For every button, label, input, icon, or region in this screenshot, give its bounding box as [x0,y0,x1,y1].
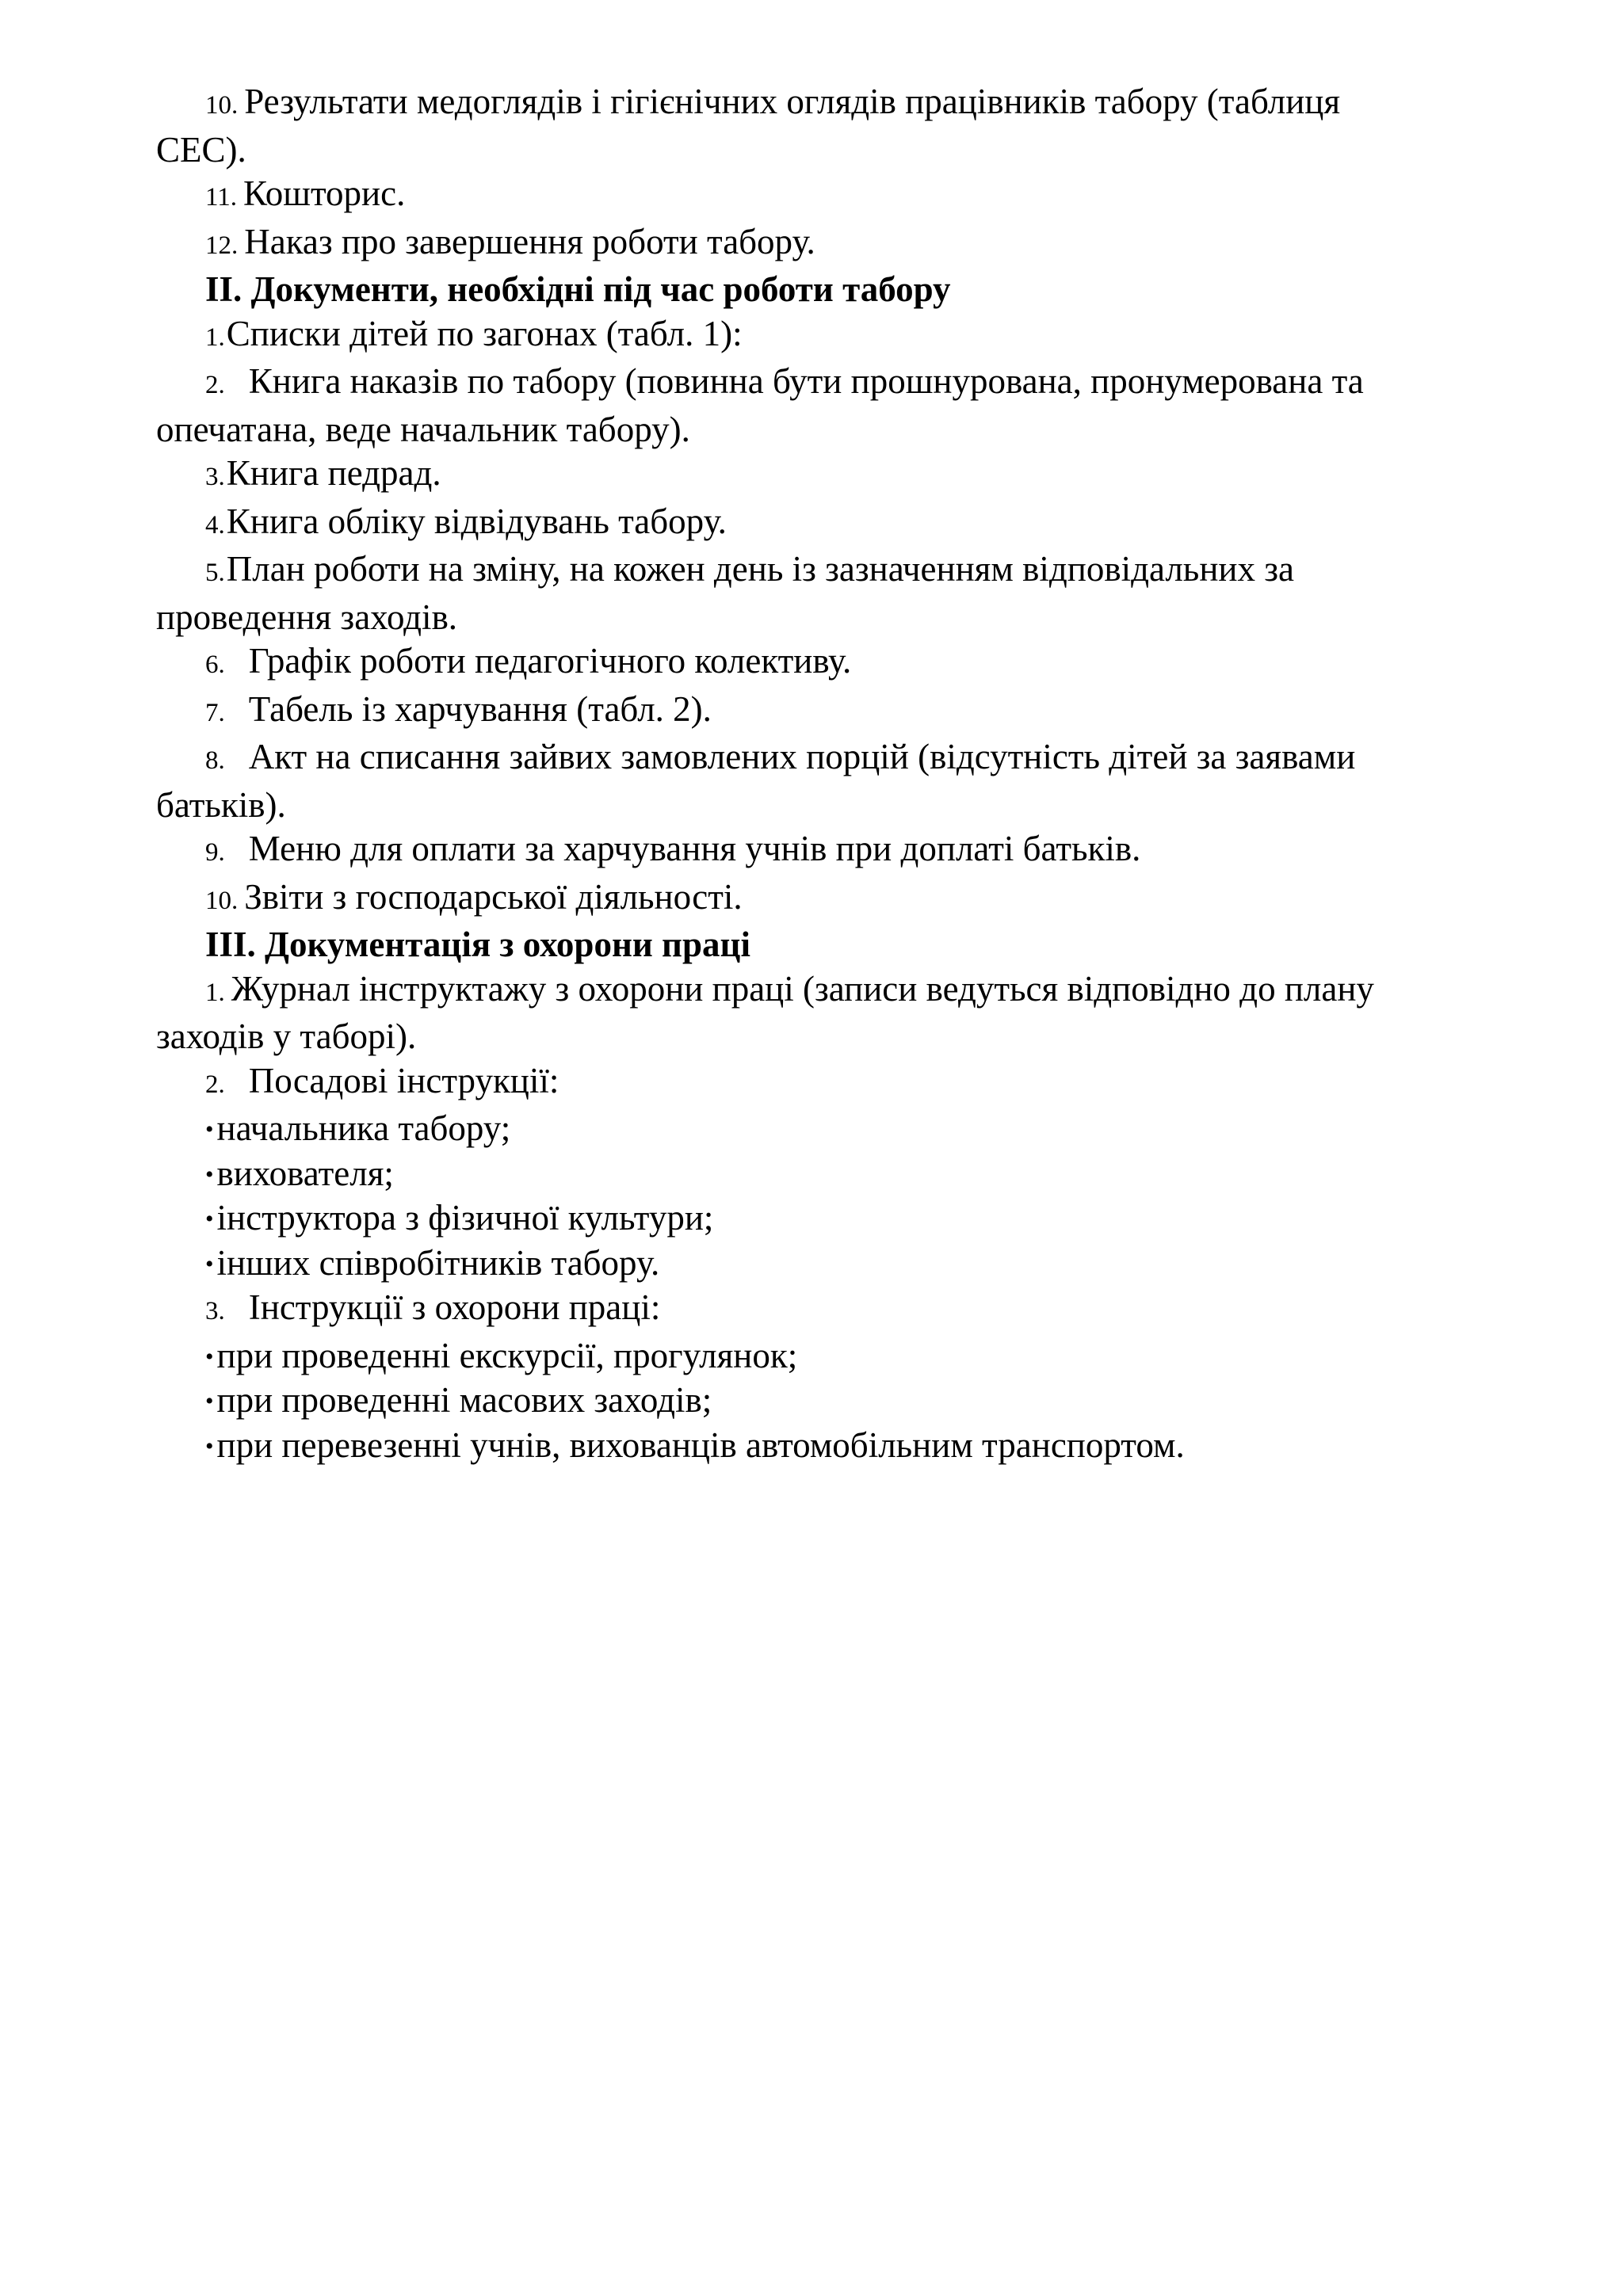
bullet-text: начальника табору; [216,1108,511,1148]
list-item [156,360,1472,408]
bullet-text: при перевезенні учнів, вихованців автомобільним транспортом. [216,1425,1185,1465]
list-number: 10. [205,886,239,915]
list-number: 3. [205,463,225,491]
list-item [156,220,1472,269]
list-text: Посадові інструкції: [248,1060,559,1100]
bullet-item [156,1424,1472,1469]
list-number: 1. [205,978,225,1007]
bullet-text: інструктора з фізичної культури; [216,1198,714,1238]
bullet-icon: • [205,1161,214,1188]
list-number: 11. [205,183,238,212]
list-item-continuation: опечатана, веде начальник табору). [156,409,690,449]
list-number: 5. [205,559,225,587]
bullet-text: при проведенні екскурсії, прогулянок; [216,1335,798,1375]
list-number: 3. [205,1297,225,1325]
list-item [156,827,1472,875]
section-heading: ІІ. Документи, необхідні під час роботи табору [205,269,951,309]
list-item [156,1286,1472,1334]
list-text: План роботи на зміну, на кожен день із зазначенням відповідальних за [226,549,1294,589]
list-text: Журнал інструктажу з охорони праці (записи ведуться відповідно до плану [231,968,1374,1009]
bullet-icon: • [205,1206,214,1232]
list-text: Графік роботи педагогічного колективу. [248,641,852,681]
bullet-icon: • [205,1116,214,1142]
list-number: 10. [205,91,239,120]
bullet-text: вихователя; [216,1153,394,1193]
bullet-item [156,1379,1472,1424]
list-text: Акт на списання зайвих замовлених порцій (відсутність дітей за заявами [248,737,1356,776]
bullet-item [156,1196,1472,1241]
list-text: Звіти з господарської діяльності. [244,876,743,917]
section-heading: ІІІ. Документація з охорони праці [205,925,750,964]
document-body [156,80,1472,1468]
list-item [156,735,1472,784]
list-item [156,967,1472,1016]
list-item-continuation: заходів у таборі). [156,1016,417,1056]
list-text: Меню для оплати за харчування учнів при доплаті батьків. [248,829,1141,868]
bullet-text: інших співробітників табору. [216,1242,660,1283]
list-item [156,547,1472,596]
bullet-icon: • [205,1388,214,1414]
bullet-item [156,1107,1472,1152]
list-text: Кошторис. [243,174,406,213]
bullet-item [156,1152,1472,1197]
list-item-continuation: СЕС). [156,129,246,170]
list-item [156,639,1472,688]
list-item [156,688,1472,736]
list-text: Наказ про завершення роботи табору. [244,221,815,261]
list-number: 2. [205,371,225,399]
list-text: Книга обліку відвідувань табору. [226,501,727,541]
list-item [156,80,1472,128]
list-number: 9. [205,838,225,867]
list-item [156,875,1472,924]
list-item [156,500,1472,548]
list-text: Списки дітей по загонах (табл. 1): [226,313,743,353]
list-number: 7. [205,698,225,727]
bullet-item [156,1334,1472,1379]
bullet-text: при проведенні масових заходів; [216,1380,712,1420]
list-text: Книга педрад. [226,453,441,493]
list-text: Книга наказів по табору (повинна бути прошнурована, пронумерована та [248,361,1364,401]
list-item [156,452,1472,500]
list-number: 4. [205,510,225,540]
bullet-icon: • [205,1343,214,1370]
bullet-icon: • [205,1250,214,1277]
bullet-icon: • [205,1432,214,1459]
list-text: Табель із харчування (табл. 2). [248,688,712,729]
list-number: 1. [205,322,225,352]
list-item [156,1059,1472,1108]
list-number: 12. [205,231,239,260]
list-text: Результати медоглядів і гігієнічних оглядів працівників табору (таблиця [244,82,1341,121]
list-number: 2. [205,1070,225,1099]
list-number: 8. [205,746,225,775]
bullet-item [156,1241,1472,1287]
list-item-continuation: проведення заходів. [156,597,458,637]
list-number: 6. [205,650,225,679]
list-text: Інструкції з охорони праці: [248,1287,661,1327]
list-item [156,172,1472,220]
list-item [156,312,1472,360]
list-item-continuation: батьків). [156,784,286,825]
